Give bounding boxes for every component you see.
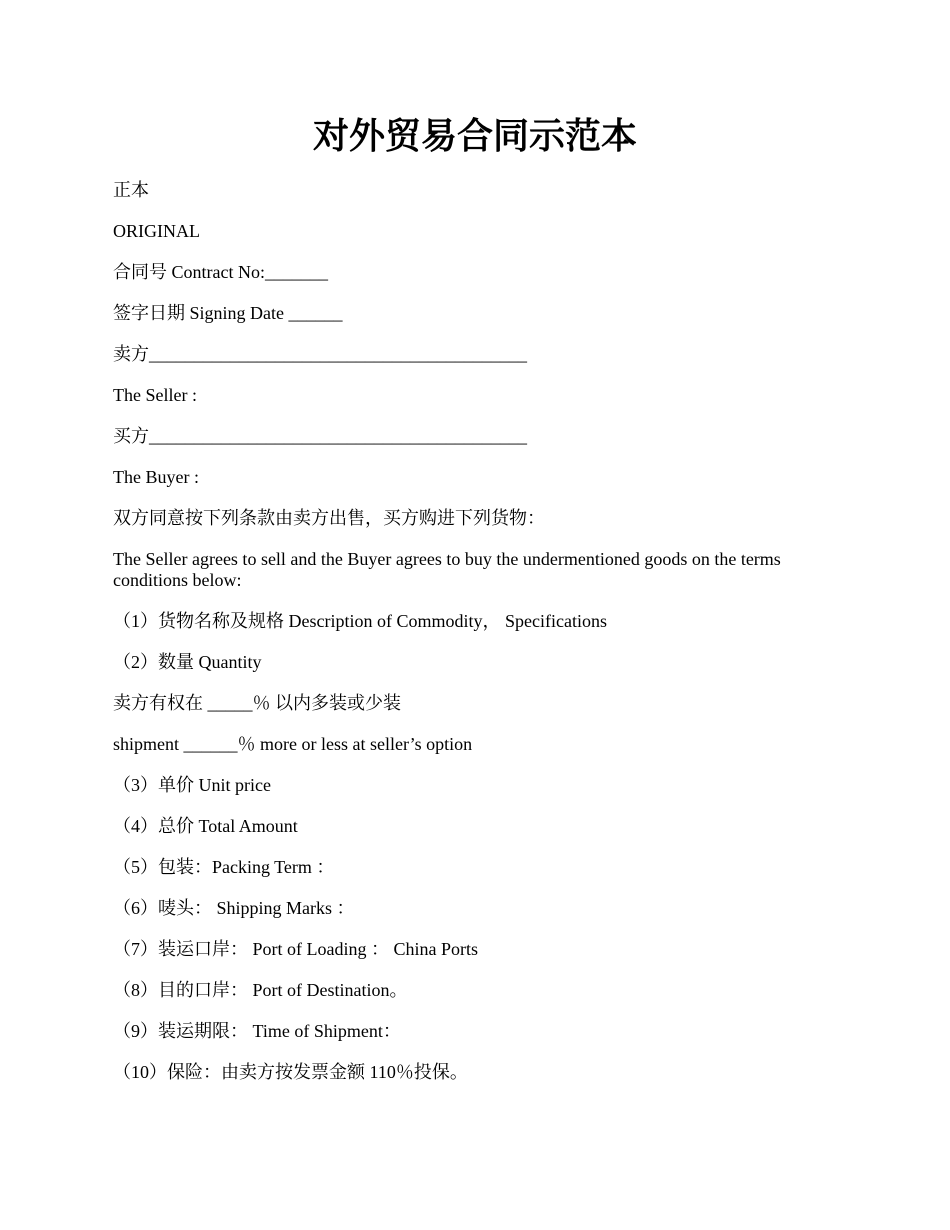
paragraph-buyer-en: The Buyer : xyxy=(113,467,199,487)
clause-port-of-loading: （7）装运口岸： Port of Loading ： China Ports xyxy=(113,939,478,959)
paragraph-original-cn: 正本 xyxy=(113,180,149,200)
clause-total-amount: （4）总价 Total Amount xyxy=(113,816,298,836)
clause-tolerance-cn: 卖方有权在 _____％ 以内多装或少装 xyxy=(113,693,401,713)
paragraph-original-en: ORIGINAL xyxy=(113,221,200,241)
paragraph-buyer-cn: 买方__________________________________________ xyxy=(113,426,527,446)
document-body xyxy=(113,180,833,1103)
clause-insurance: （10）保险：由卖方按发票金额 110％投保。 xyxy=(113,1062,468,1082)
clause-unit-price: （3）单价 Unit price xyxy=(113,775,271,795)
paragraph-seller-en: The Seller : xyxy=(113,385,197,405)
clause-port-of-destination: （8）目的口岸： Port of Destination。 xyxy=(113,980,408,1000)
paragraph-agreement-en: The Seller agrees to sell and the Buyer agrees to buy the undermentioned goods on the terms conditions below: xyxy=(113,549,781,590)
clause-time-of-shipment: （9）装运期限： Time of Shipment： xyxy=(113,1021,401,1041)
clause-packing: （5）包装：Packing Term ： xyxy=(113,857,335,877)
paragraph-signing-date: 签字日期 Signing Date ______ xyxy=(113,303,343,323)
paragraph-seller-cn: 卖方__________________________________________ xyxy=(113,344,527,364)
paragraph-contract-no: 合同号 Contract No:_______ xyxy=(113,262,328,282)
paragraph-agreement-cn: 双方同意按下列条款由卖方出售，买方购进下列货物： xyxy=(113,508,545,528)
clause-shipping-marks: （6）唛头： Shipping Marks ： xyxy=(113,898,355,918)
clause-quantity: （2）数量 Quantity xyxy=(113,652,262,672)
clause-commodity: （1）货物名称及规格 Description of Commodity， Specifications xyxy=(113,611,607,631)
document-title: 对外贸易合同示范本 xyxy=(312,116,637,156)
clause-tolerance-en: shipment ______％ more or less at seller’s option xyxy=(113,734,473,754)
